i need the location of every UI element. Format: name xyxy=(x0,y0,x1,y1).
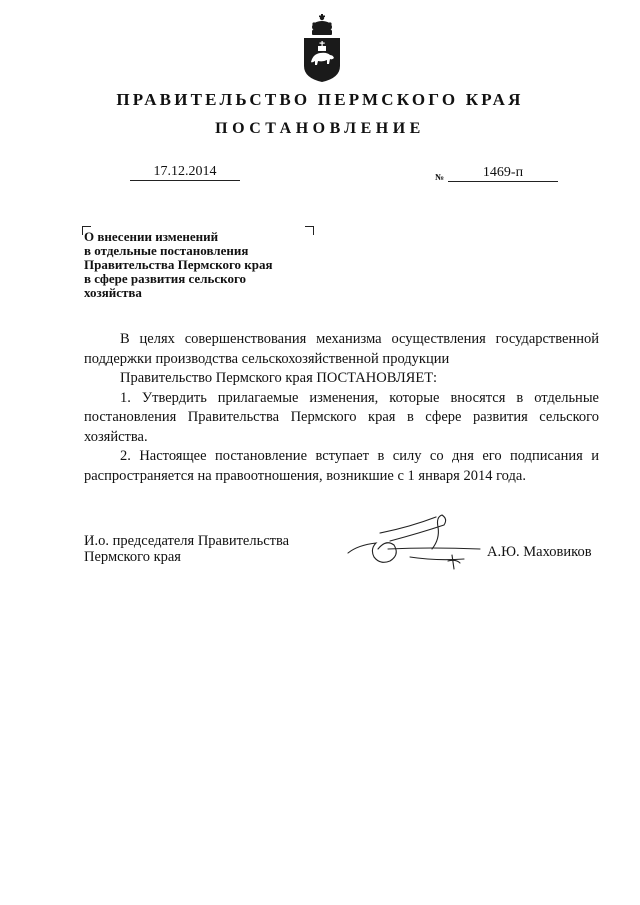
position-line: Пермского края xyxy=(84,549,181,565)
subject-line: О внесении изменений xyxy=(84,229,219,244)
handwritten-signature xyxy=(340,505,485,580)
number-sign: № xyxy=(435,172,445,182)
document-body xyxy=(84,330,599,486)
document-subject xyxy=(84,230,324,300)
subject-line: хозяйства xyxy=(84,285,142,300)
resolves-paragraph: Правительство Пермского края ПОСТАНОВЛЯЕТ: xyxy=(120,370,438,386)
organization-title: ПРАВИТЕЛЬСТВО ПЕРМСКОГО КРАЯ xyxy=(116,90,524,109)
document-number: 1469-п xyxy=(448,164,558,182)
signatory-name: А.Ю. Маховиков xyxy=(487,544,592,560)
perm-krai-coat-of-arms-icon xyxy=(299,12,345,84)
subject-line: в отдельные постановления xyxy=(84,243,249,258)
item-2-paragraph: 2. Настоящее постановление вступает в силу со дня его подписания и распространяется на правоотношения, возникшие с 1 января 2014 года. xyxy=(84,448,599,484)
document-type: ПОСТАНОВЛЕНИЕ xyxy=(215,120,425,137)
position-line: И.о. председателя Правительства xyxy=(84,533,290,549)
document-date: 17.12.2014 xyxy=(130,163,240,181)
item-1-paragraph: 1. Утвердить прилагаемые изменения, которые вносятся в отдельные постановления Правительства Пермского края в сфере развития сельского хозяйства. xyxy=(84,389,599,445)
signatory-position xyxy=(84,533,289,565)
preamble-paragraph: В целях совершенствования механизма осуществления государственной поддержки производства сельскохозяйственной продукции xyxy=(84,331,599,367)
subject-line: в сфере развития сельского xyxy=(84,271,247,286)
subject-line: Правительства Пермского края xyxy=(84,257,273,272)
